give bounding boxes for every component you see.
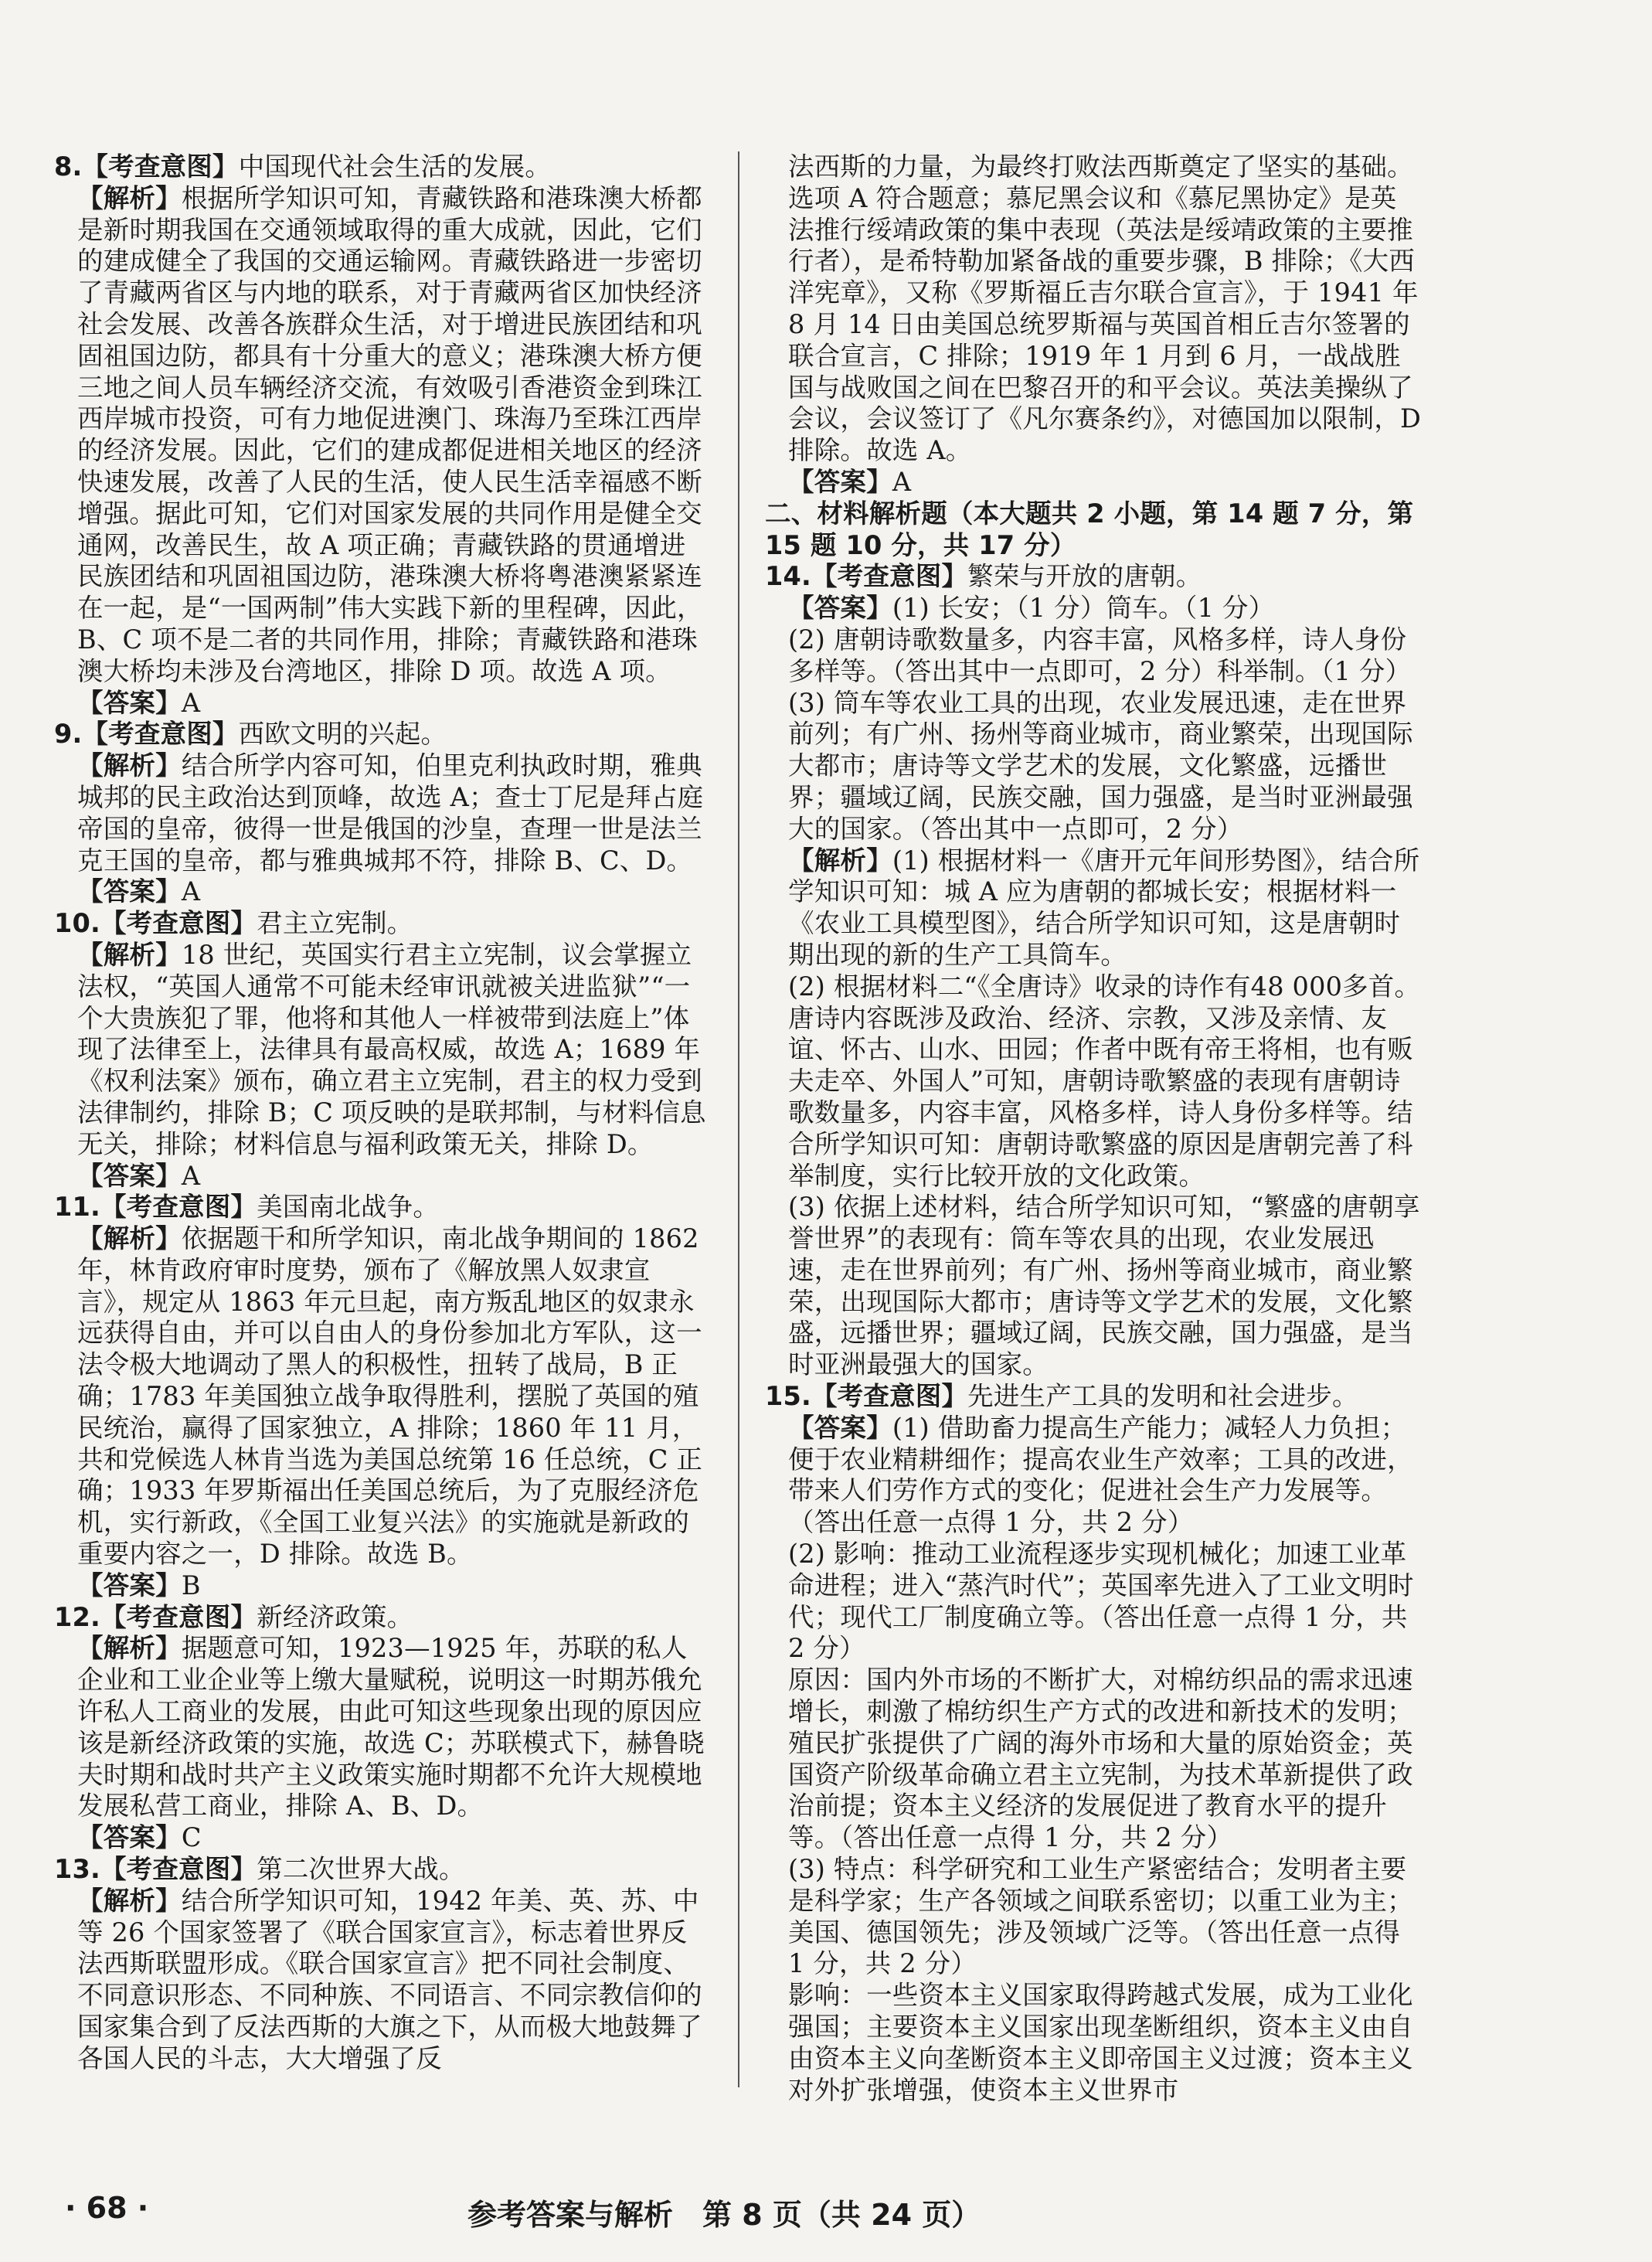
paragraph [765,1192,1422,1381]
paragraph [765,688,1422,845]
paragraph-text: 原因：国内外市场的不断扩大，对棉纺织品的需求迅速增长，刺激了棉纺织生产方式的改进和新技术的发明；殖民扩张提供了广阔的海外市场和大量的原始资金；英国资产阶级革命确立君主立宪制，为技术革新提供了政治前提；资本主义经济的发展促进了教育水平的提升等。（答出任意一点得 1 分，共 2 分） [788,1665,1413,1853]
paragraph [54,1886,711,2075]
paragraph-text: (1) 借助畜力提高生产能力；减轻人力负担；便于农业精耕细作；提高农业生产效率；工具的改进，带来人们劳作方式的变化；促进社会生产力发展等。（答出任意一点得 1 分，共 2 分） [788,1412,1413,1538]
paragraph-text: (1) 根据材料一《唐开元年间形势图》，结合所学知识可知：城 A 应为唐朝的都城长安；根据材料一《农业工具模型图》，结合所学知识可知，这是唐朝时期出现的新的生产工具筒车。 [788,845,1420,970]
column-divider [738,151,739,2087]
page-footer [0,2191,1652,2237]
paragraph [765,498,1422,562]
page-number: · 68 · [65,2191,149,2225]
paragraph-text: (3) 特点：科学研究和工业生产紧密结合；发明者主要是科学家；生产各领域之间联系密切；以重工业为主；美国、德国领先；涉及领域广泛等。（答出任意一点得 1 分，共 2 分） [788,1854,1413,1979]
paragraph [765,1980,1422,2106]
footer-title: 参考答案与解析 第 8 页（共 24 页） [467,2198,981,2232]
paragraph-text: 西欧文明的兴起。 [238,719,447,750]
paragraph [765,1854,1422,1980]
paragraph [54,1570,711,1602]
paragraph-text: (2) 根据材料二“《全唐诗》收录的诗作有48 000多首。唐诗内容既涉及政治、经济、宗教，又涉及亲情、友谊、怀古、山水、田园；作者中既有帝王将相，也有贩夫走卒、外国人”可知，唐朝诗歌繁盛的表现有唐朝诗歌数量多，内容丰富，风格多样，诗人身份多样等。结合所学知识可知：唐朝诗歌繁盛的原因是唐朝完善了科举制度，实行比较开放的文化政策。 [788,971,1421,1191]
paragraph-heading: 【答案】 [77,1570,182,1600]
paragraph-heading: 二、材料解析题 [765,498,947,529]
paragraph-heading: 【答案】 [77,876,182,907]
paragraph [54,1161,711,1192]
paragraph [765,624,1422,688]
paragraph-text: 依据题干和所学知识，南北战争期间的 1862 年，林肯政府审时度势，颁布了《解放黑人奴隶宣言》，规定从 1863 年元旦起，南方叛乱地区的奴隶永远获得自由，并可以自由人的身份参加北方军队，这一法令极大地调动了黑人的积极性，扭转了战局，B 正确；1783 年美国独立战争取得胜利，摆脱了英国的殖民统治，赢得了国家独立，A 排除；1860 年 11 月，共和党候选人林肯当选为美国总统第 16 任总统，C 正确；1933 年罗斯福出任美国总统后，为了克服经济危机，实行新政，《全国工业复兴法》的实施就是新政的重要内容之一，D 排除。故选 B。 [77,1223,703,1570]
paragraph-text: 结合所学内容可知，伯里克利执政时期，雅典城邦的民主政治达到顶峰，故选 A；查士丁尼是拜占庭帝国的皇帝，彼得一世是俄国的沙皇，查理一世是法兰克王国的皇帝，都与雅典城邦不符，排除 B、C、D。 [77,750,704,876]
paragraph [765,971,1422,1192]
paragraph-text: 根据所学知识可知，青藏铁路和港珠澳大桥都是新时期我国在交通领域取得的重大成就，因此，它们的建成健全了我国的交通运输网。青藏铁路进一步密切了青藏两省区与内地的联系，对于青藏两省区加快经济社会发展、改善各族群众生活，对于增进民族团结和巩固祖国边防，都具有十分重大的意义；港珠澳大桥方便三地之间人员车辆经济交流，有效吸引香港资金到珠江西岸城市投资，可有力地促进澳门、珠海乃至珠江西岸的经济发展。因此，它们的建成都促进相关地区的经济快速发展，改善了人民的生活，使人民生活幸福感不断增强。据此可知，它们对国家发展的共同作用是健全交通网，改善民生，故 A 项正确；青藏铁路的贯通增进民族团结和巩固祖国边防，港珠澳大桥将粤港澳紧紧连在一起，是“一国两制”伟大实践下新的里程碑，因此，B、C 项不是二者的共同作用，排除；青藏铁路和港珠澳大桥均未涉及台湾地区，排除 D 项。故选 A 项。 [77,182,703,686]
paragraph-text: B [181,1570,201,1600]
paragraph [54,1223,711,1570]
paragraph-heading: 【解析】 [77,182,182,213]
paragraph [765,1381,1422,1413]
paragraph-text: A [181,1160,201,1191]
paragraph [765,1413,1422,1539]
paragraph-text: A [181,876,201,907]
paragraph [765,845,1422,971]
paragraph-text: （本大题共 2 小题，第 14 题 7 分，第 15 题 10 分，共 17 分） [765,498,1414,560]
paragraph-text: (2) 影响：推动工业流程逐步实现机械化；加速工业革命进程；进入“蒸汽时代”；英国率先进入了工业文明时代；现代工厂制度确立等。（答出任意一点得 1 分，共 2 分） [788,1539,1414,1664]
paragraph-heading: 【解析】 [77,1633,182,1664]
paragraph [765,561,1422,593]
right-column [765,151,1422,2106]
paragraph [54,1602,711,1634]
paragraph-text: 18 世纪，英国实行君主立宪制，议会掌握立法权，“英国人通常不可能未经审讯就被关进监狱”“一个大贵族犯了罪，他将和其他人一样被带到法庭上”体现了法律至上，法律具有最高权威，故选 A；1689 年《权利法案》颁布，确立君主立宪制，君主的权力受到法律制约，排除 B；C 项反映的是联邦制，与材料信息无关，排除；材料信息与福利政策无关，排除 D。 [77,939,706,1159]
paragraph-text: 新经济政策。 [257,1601,413,1632]
paragraph-text: (3) 依据上述材料，结合所学知识可知，“繁盛的唐朝享誉世界”的表现有：筒车等农具的出现，农业发展迅速，走在世界前列；有广州、扬州等商业城市，商业繁荣，出现国际大都市；唐诗等文学艺术的发展，文化繁盛，远播世界；疆域辽阔，民族交融，国力强盛，是当时亚洲最强大的国家。 [788,1192,1420,1380]
paragraph [54,151,711,183]
left-column [54,151,711,2075]
paragraph-text: (1) 长安；（1 分）筒车。（1 分） [892,593,1275,624]
paragraph-text: 据题意可知，1923—1925 年，苏联的私人企业和工业企业等上缴大量赋税，说明这一时期苏俄允许私人工商业的发展，由此可知这些现象出现的原因应该是新经济政策的实施，故选 C；苏联模式下，赫鲁晓夫时期和战时共产主义政策实施时期都不允许大规模地发展私营工商业，排除 A、B、D。 [77,1633,705,1822]
paragraph-heading: 13.【考查意图】 [54,1854,257,1885]
paragraph-heading: 【解析】 [77,939,182,970]
paragraph [54,688,711,719]
paragraph-heading: 【解析】 [77,1885,182,1916]
paragraph-heading: 9.【考查意图】 [54,719,239,750]
paragraph [765,151,1422,467]
paragraph-text: A [892,466,912,497]
paragraph [54,940,711,1161]
paragraph-heading: 15.【考查意图】 [765,1381,968,1412]
paragraph-heading: 【答案】 [788,466,892,497]
paragraph [54,1633,711,1822]
paragraph-text: 第二次世界大战。 [257,1854,465,1885]
paragraph-heading: 8.【考查意图】 [54,151,239,182]
paragraph-text: A [181,687,201,718]
paragraph-heading: 【答案】 [77,1822,182,1853]
paragraph-text: (2) 唐朝诗歌数量多，内容丰富，风格多样，诗人身份多样等。（答出其中一点即可，2 分）科举制。（1 分） [788,624,1412,686]
paragraph-heading: 14.【考查意图】 [765,561,968,592]
paragraph-heading: 【答案】 [788,593,892,624]
paragraph-text: C [181,1822,202,1853]
paragraph-text: 君主立宪制。 [257,908,413,939]
paragraph-heading: 【解析】 [77,1223,182,1254]
paragraph-heading: 【解析】 [788,845,892,876]
paragraph-heading: 【答案】 [77,687,182,718]
paragraph [54,183,711,688]
paragraph-text: 影响：一些资本主义国家取得跨越式发展，成为工业化强国；主要资本主义国家出现垄断组织，资本主义由自由资本主义向垄断资本主义即帝国主义过渡；资本主义对外扩张增强，使资本主义世界市 [788,1980,1413,2105]
paragraph-text: 法西斯的力量，为最终打败法西斯奠定了坚实的基础。选项 A 符合题意；慕尼黑会议和《慕尼黑协定》是英法推行绥靖政策的集中表现（英法是绥靖政策的主要推行者），是希特勒加紧备战的重要步骤，B 排除；《大西洋宪章》，又称《罗斯福丘吉尔联合宣言》，于 1941 年 8 月 14 日由美国总统罗斯福与英国首相丘吉尔签署的联合宣言，C 排除；1919 年 1 月到 6 月，一战战胜国与战败国之间在巴黎召开的和平会议。英法美操纵了会议，会议签订了《凡尔赛条约》，对德国加以限制，D 排除。故选 A。 [788,151,1422,466]
paragraph [54,1854,711,1886]
paragraph-heading: 11.【考查意图】 [54,1192,257,1223]
paragraph [765,1665,1422,1854]
paragraph [54,1192,711,1223]
paragraph-text: (3) 筒车等农业工具的出现，农业发展迅速，走在世界前列；有广州、扬州等商业城市，商业繁荣，出现国际大都市；唐诗等文学艺术的发展，文化繁盛，远播世界；疆域辽阔，民族交融，国力强盛，是当时亚洲最强大的国家。（答出其中一点即可，2 分） [788,687,1413,844]
paragraph-text: 美国南北战争。 [257,1192,440,1223]
paragraph-text: 结合所学知识可知，1942 年美、英、苏、中等 26 个国家签署了《联合国家宣言》，标志着世界反法西斯联盟形成。《联合国家宣言》把不同社会制度、不同意识形态、不同种族、不同语言、不同宗教信仰的国家集合到了反法西斯的大旗之下，从而极大地鼓舞了各国人民的斗志，大大增强了反 [77,1885,702,2073]
paragraph-heading: 【答案】 [788,1412,892,1443]
paragraph [54,908,711,940]
paragraph-heading: 12.【考查意图】 [54,1601,257,1632]
paragraph [765,467,1422,498]
paragraph [765,593,1422,624]
paragraph [765,1539,1422,1665]
paragraph [54,719,711,750]
paragraph-text: 繁荣与开放的唐朝。 [967,561,1202,592]
paragraph [54,750,711,876]
paragraph-heading: 10.【考查意图】 [54,908,257,939]
paragraph-heading: 【解析】 [77,750,182,781]
paragraph [54,1822,711,1854]
paragraph-text: 中国现代社会生活的发展。 [238,151,552,182]
paragraph-text: 先进生产工具的发明和社会进步。 [967,1381,1358,1412]
paragraph [54,876,711,908]
paragraph-heading: 【答案】 [77,1160,182,1191]
